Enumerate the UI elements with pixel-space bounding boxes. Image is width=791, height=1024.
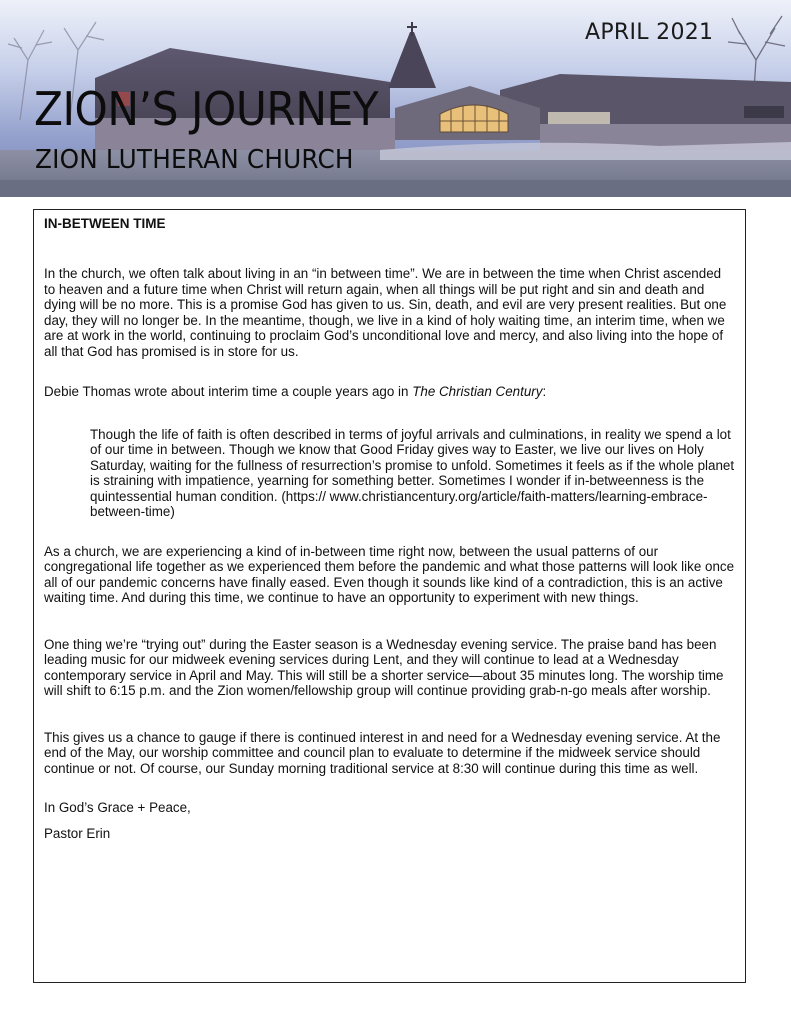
paragraph-3: As a church, we are experiencing a kind of in-between time right now, between the usual patterns of our congregational life together as we experienced them before the pandemic and what those patterns will look like once all of our pandemic concerns have finally eased. Even though it sounds like kind of a contradiction, this is an active waiting time. And during this time, we continue to have an opportunity to experiment with new things. xyxy=(44,543,735,605)
block-quote: Though the life of faith is often described in terms of joyful arrivals and culminations, in reality we spend a lot of our time in between. Though we know that Good Friday gives way to Easter, we live our lives on Holy Saturday, waiting for the fullness of resurrection’s promise to unfold. Sometimes it feels as if the whole planet is straining with impatience, yearning for something better. Sometimes I wonder if in-betweenness is the quintessential human condition. (https:// www.christiancentury.org/article/faith-matters/learning-embrace-between-time) xyxy=(90,426,735,519)
paragraph-5: This gives us a chance to gauge if there is continued interest in and need for a Wednesday evening service. At the end of the May, our worship committee and council plan to evaluate to determine if the midweek service should continue or not. Of course, our Sunday morning traditional service at 8:30 will continue during this time as well. xyxy=(44,729,721,776)
newsletter-title: ZION’S JOURNEY xyxy=(34,82,379,136)
issue-date: APRIL 2021 xyxy=(585,20,714,45)
paragraph-2 xyxy=(44,384,735,400)
paragraph-4: One thing we’re “trying out” during the Easter season is a Wednesday evening service. The praise band has been leading music for our midweek evening services during Lent, and they will continue to lead at a Wednesday contemporary service in April and May. This will still be a shorter service—about 35 minutes long. The worship time will shift to 6:15 p.m. and the Zion women/fellowship group will continue providing grab-n-go meals after worship. xyxy=(44,636,724,698)
article-box xyxy=(33,209,746,983)
paragraph-2-colon: : xyxy=(542,384,547,399)
paragraph-2-text: Debie Thomas wrote about interim time a couple years ago in xyxy=(44,384,413,399)
header-banner xyxy=(0,0,791,197)
closing-line: In God’s Grace + Peace, xyxy=(44,800,191,815)
church-name: ZION LUTHERAN CHURCH xyxy=(35,145,354,175)
publication-name: The Christian Century xyxy=(412,384,543,399)
signature: Pastor Erin xyxy=(44,825,111,841)
paragraph-1: In the church, we often talk about living in an “in between time”. We are in between the time when Christ ascended to heaven and a future time when Christ will return again, when all things will be put right and sin and death and dying will be no more. This is a promise God has given to us. Sin, death, and evil are very present realities. But one day, they will no longer be. In the meantime, though, we live in a kind of holy waiting time, an interim time, when we are at work in the world, continuing to proclaim God’s unconditional love and mercy, and also living into the hope of all that God has promised is in store for us. xyxy=(44,266,727,359)
article-heading: IN-BETWEEN TIME xyxy=(44,216,166,231)
